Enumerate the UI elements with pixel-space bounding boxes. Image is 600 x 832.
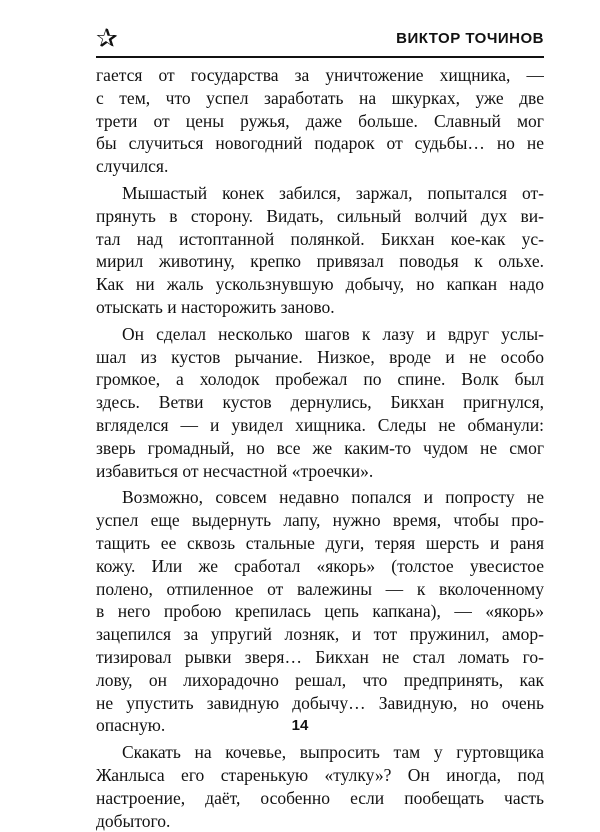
text-line: бы случиться новогодний подарок от судьбы… но не: [96, 132, 544, 155]
paragraph: [96, 486, 544, 737]
author-name: ВИКТОР ТОЧИНОВ: [396, 30, 544, 47]
text-line: лову, он лихорадочно решал, что предпринять, как: [96, 669, 544, 692]
paragraph: [96, 741, 544, 832]
text-line: добытого.: [96, 810, 544, 832]
text-line: Он сделал несколько шагов к лазу и вдруг услы-: [96, 323, 544, 346]
text-line: вгляделся — и увидел хищника. Следы не обманули:: [96, 414, 544, 437]
star-icon: ✰: [96, 24, 118, 54]
running-header: [96, 24, 544, 58]
text-line: Скакать на кочевье, выпросить там у гуртовщика: [96, 741, 544, 764]
text-line: в него пробою крепилась цепь капкана), — «якорь»: [96, 600, 544, 623]
text-line: прянуть в сторону. Видать, сильный волчий дух ви-: [96, 205, 544, 228]
page-number: 14: [0, 717, 600, 734]
text-line: здесь. Ветви кустов дернулись, Бикхан пригнулся,: [96, 391, 544, 414]
text-line: мирил животину, крепко привязал поводья к ольхе.: [96, 250, 544, 273]
text-line: тащить ее сквозь стальные дуги, теряя шерсть и раня: [96, 532, 544, 555]
text-line: зацепился за упругий лозняк, и тот пружинил, амор-: [96, 623, 544, 646]
text-line: Жанлыса его старенькую «тулку»? Он иногда, под: [96, 764, 544, 787]
text-line: избавиться от несчастной «троечки».: [96, 460, 544, 483]
paragraph: [96, 64, 544, 178]
paragraph: [96, 182, 544, 319]
text-line: настроение, даёт, особенно если пообещать часть: [96, 787, 544, 810]
text-line: зверь громадный, но все же каким-то чудом не смог: [96, 437, 544, 460]
text-line: Как ни жаль ускользнувшую добычу, но капкан надо: [96, 273, 544, 296]
text-line: Мышастый конек забился, заржал, попытался от-: [96, 182, 544, 205]
text-line: громкое, а холодок пробежал по спине. Волк был: [96, 368, 544, 391]
header-rule: [96, 56, 544, 58]
text-line: гается от государства за уничтожение хищника, —: [96, 64, 544, 87]
text-line: трети от цены ружья, даже больше. Славный мог: [96, 110, 544, 133]
text-line: полено, отпиленное от валежины — к вколоченному: [96, 578, 544, 601]
text-line: тал над истоптанной полянкой. Бикхан кое-как ус-: [96, 228, 544, 251]
paragraph: [96, 323, 544, 483]
text-line: отыскать и насторожить заново.: [96, 296, 544, 319]
text-line: тизировал рывки зверя… Бикхан не стал ломать го-: [96, 646, 544, 669]
text-line: кожу. Или же сработал «якорь» (толстое увесистое: [96, 555, 544, 578]
text-line: опасную.: [96, 714, 544, 737]
text-line: с тем, что успел заработать на шкурках, уже две: [96, 87, 544, 110]
text-line: шал из кустов рычание. Низкое, вроде и не особо: [96, 346, 544, 369]
text-line: случился.: [96, 155, 544, 178]
text-line: Возможно, совсем недавно попался и попросту не: [96, 486, 544, 509]
text-line: не упустить завидную добычу… Завидную, но очень: [96, 692, 544, 715]
text-line: успел еще выдернуть лапу, нужно время, чтобы про-: [96, 509, 544, 532]
